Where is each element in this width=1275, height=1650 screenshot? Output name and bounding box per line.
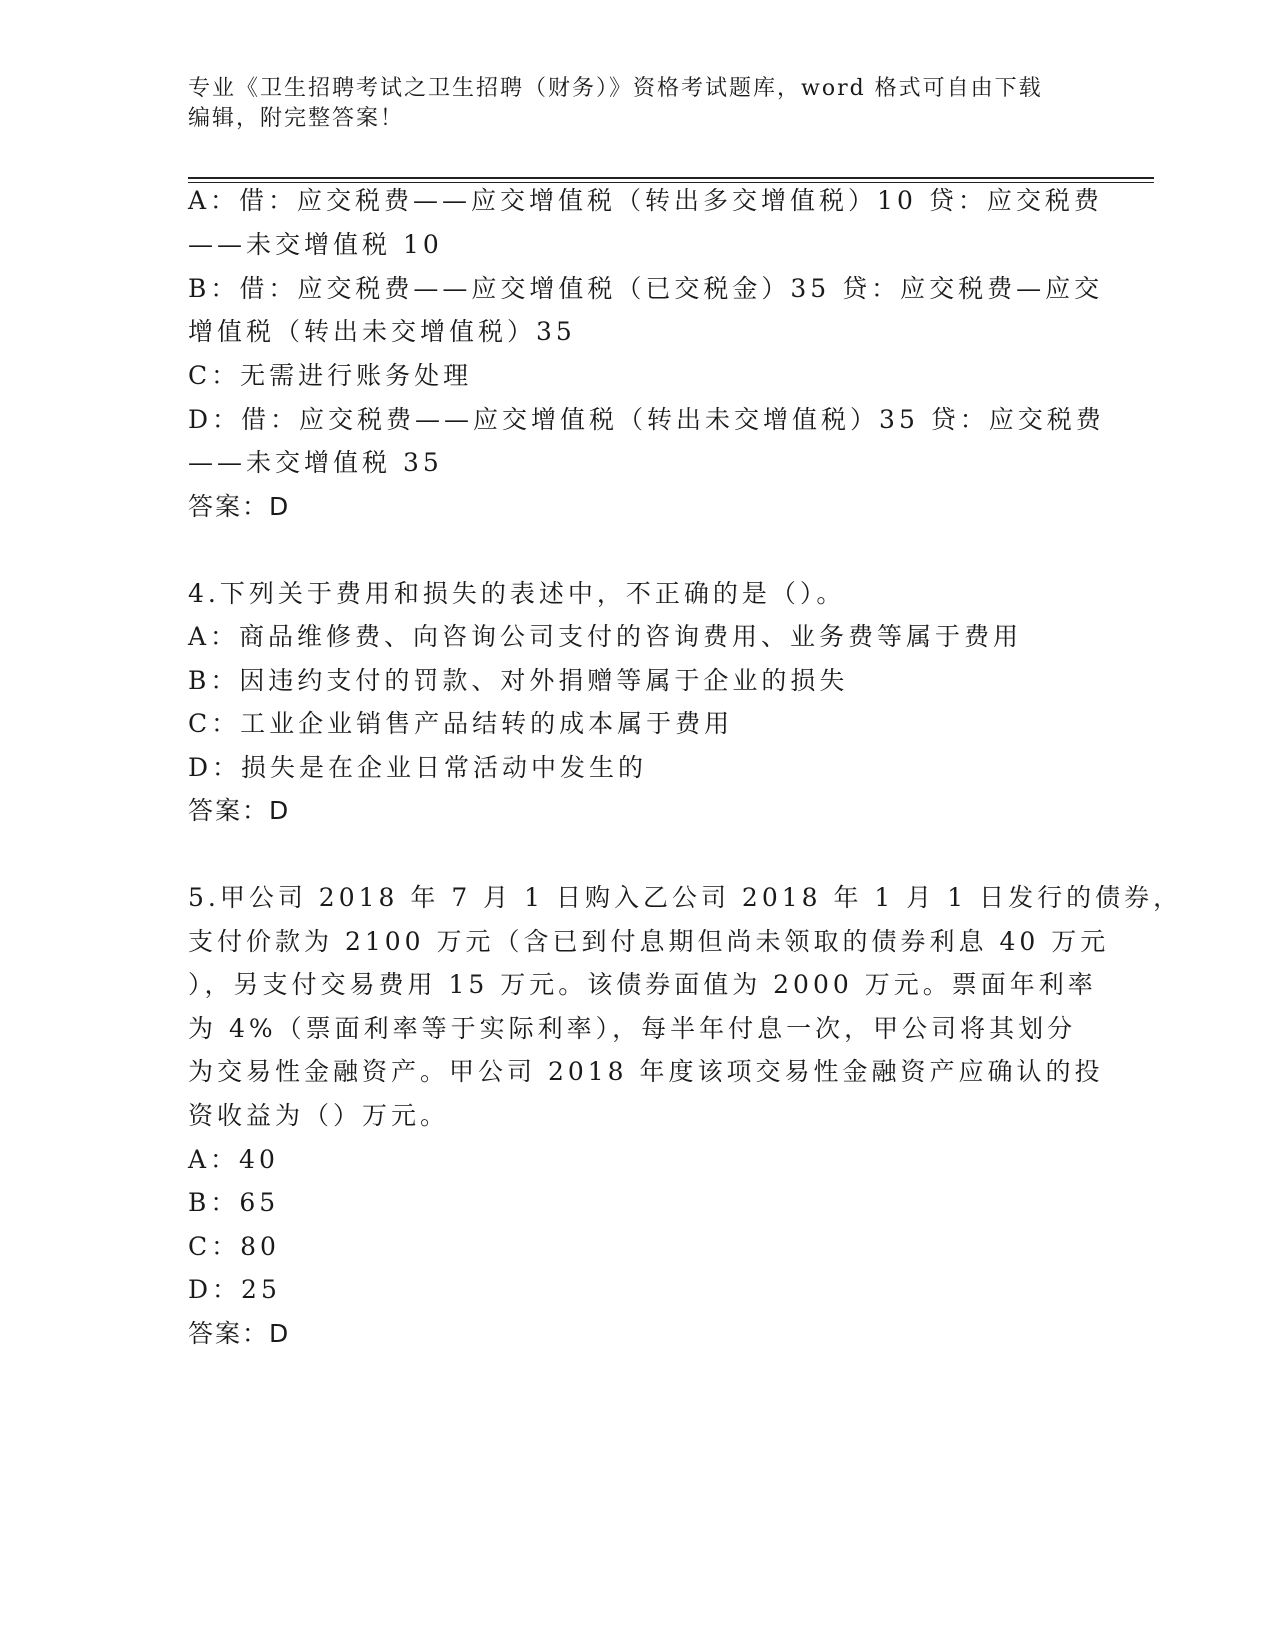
q5-stem-line-3: ），另支付交易费用 15 万元。该债券面值为 2000 万元。票面年利率: [188, 970, 1097, 999]
q4-answer: 答案：D: [188, 796, 291, 825]
q3-option-a-line-1: A：借：应交税费——应交增值税（转出多交增值税）10 贷：应交税费: [188, 186, 1103, 215]
q5-option-d: D：25: [188, 1275, 281, 1304]
header-divider-thin: [188, 182, 1154, 183]
q3-option-c: C：无需进行账务处理: [188, 361, 473, 390]
q3-option-d-line-1: D：借：应交税费——应交增值税（转出未交增值税）35 贷：应交税费: [188, 405, 1105, 434]
q5-stem-line-5: 为交易性金融资产。甲公司 2018 年度该项交易性金融资产应确认的投: [188, 1057, 1104, 1086]
q5-stem-line-6: 资收益为（）万元。: [188, 1101, 450, 1130]
q3-option-a-line-2: ——未交增值税 10: [188, 230, 443, 259]
q4-option-d: D：损失是在企业日常活动中发生的: [188, 753, 648, 782]
q5-stem-line-4: 为 4%（票面利率等于实际利率），每半年付息一次，甲公司将其划分: [188, 1014, 1077, 1043]
q5-stem-line-1: 5.甲公司 2018 年 7 月 1 日购入乙公司 2018 年 1 月 1 日发行的债券，: [188, 883, 1183, 912]
q5-option-c: C：80: [188, 1232, 280, 1261]
q5-answer: 答案：D: [188, 1319, 291, 1348]
q4-stem: 4.下列关于费用和损失的表述中，不正确的是（）。: [188, 579, 846, 608]
q3-answer: 答案：D: [188, 492, 291, 521]
q3-option-d-line-2: ——未交增值税 35: [188, 448, 443, 477]
header-divider-thick: [188, 177, 1154, 179]
q5-option-a: A：40: [188, 1145, 279, 1174]
q4-option-c: C：工业企业销售产品结转的成本属于费用: [188, 709, 734, 738]
q4-option-a: A：商品维修费、向咨询公司支付的咨询费用、业务费等属于费用: [188, 622, 1023, 651]
header-line-1: 专业《卫生招聘考试之卫生招聘（财务）》资格考试题库，word 格式可自由下载: [188, 76, 1043, 101]
q5-stem-line-2: 支付价款为 2100 万元（含已到付息期但尚未领取的债券利息 40 万元: [188, 927, 1110, 956]
document-header: [188, 74, 1068, 134]
q5-option-b: B：65: [188, 1188, 280, 1217]
header-line-2: 编辑，附完整答案！: [188, 106, 405, 131]
q4-option-b: B：因违约支付的罚款、对外捐赠等属于企业的损失: [188, 666, 849, 695]
q3-option-b-line-1: B：借：应交税费——应交增值税（已交税金）35 贷：应交税费—应交: [188, 274, 1104, 303]
q3-option-b-line-2: 增值税（转出未交增值税）35: [188, 317, 576, 346]
